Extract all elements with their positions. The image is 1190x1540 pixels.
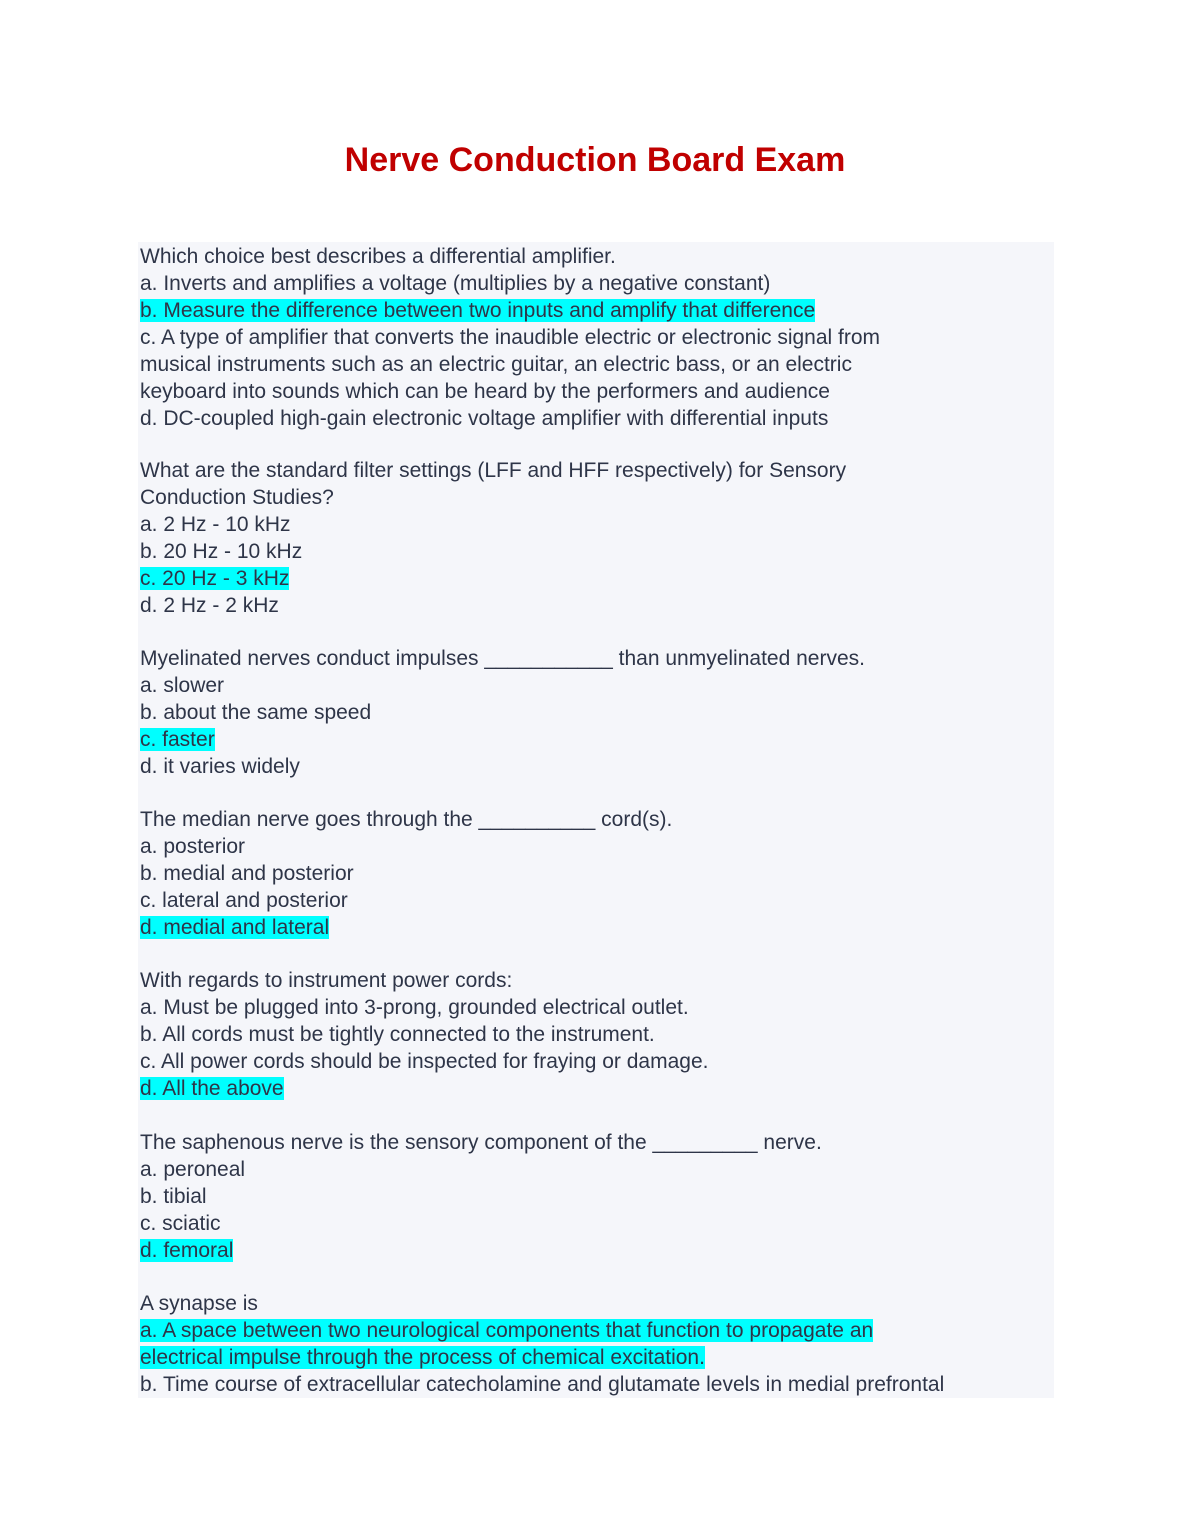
answer-option: c. sciatic [140, 1212, 221, 1235]
question-text: The median nerve goes through the __________ cord(s). [140, 808, 673, 831]
question-text-continuation: Conduction Studies? [140, 486, 334, 509]
correct-answer-highlight: d. medial and lateral [140, 916, 330, 939]
answer-option: d. it varies widely [140, 755, 300, 778]
correct-answer-highlight: d. femoral [140, 1239, 234, 1262]
answer-option: a. posterior [140, 835, 246, 858]
answer-option-continuation: musical instruments such as an electric guitar, an electric bass, or an electric [140, 353, 852, 376]
answer-option: a. peroneal [140, 1158, 246, 1181]
answer-option-continuation: keyboard into sounds which can be heard by the performers and audience [140, 380, 830, 403]
correct-answer-highlight: a. A space between two neurological components that function to propagate an [140, 1319, 874, 1342]
page-title: Nerve Conduction Board Exam [344, 141, 846, 179]
answer-option: b. medial and posterior [140, 862, 354, 885]
question-text: The saphenous nerve is the sensory component of the _________ nerve. [140, 1131, 822, 1154]
correct-answer-highlight: c. faster [140, 728, 215, 751]
question-block [140, 1290, 1040, 1398]
answer-option: d. 2 Hz - 2 kHz [140, 594, 279, 617]
answer-option: b. tibial [140, 1185, 207, 1208]
answer-option: c. A type of amplifier that converts the inaudible electric or electronic signal from [140, 326, 881, 349]
answer-option: b. about the same speed [140, 701, 372, 724]
question-text: What are the standard filter settings (LFF and HFF respectively) for Sensory [140, 459, 847, 482]
correct-answer-highlight: d. All the above [140, 1077, 284, 1100]
correct-answer-highlight: b. Measure the difference between two inputs and amplify that difference [140, 299, 816, 322]
answer-option: b. Time course of extracellular catecholamine and glutamate levels in medial prefrontal [140, 1373, 945, 1396]
answer-option: b. All cords must be tightly connected to the instrument. [140, 1023, 655, 1046]
answer-option: a. Inverts and amplifies a voltage (multiplies by a negative constant) [140, 272, 771, 295]
question-block [140, 806, 1040, 941]
answer-option: b. 20 Hz - 10 kHz [140, 540, 303, 563]
question-block [140, 967, 1040, 1102]
correct-answer-highlight: c. 20 Hz - 3 kHz [140, 567, 290, 590]
answer-option: a. slower [140, 674, 225, 697]
question-block [140, 243, 1040, 432]
answer-option: c. lateral and posterior [140, 889, 348, 912]
question-block [140, 1129, 1040, 1264]
correct-answer-highlight-continuation: electrical impulse through the process of chemical excitation. [140, 1346, 705, 1369]
question-text: Which choice best describes a differential amplifier. [140, 245, 616, 268]
question-text: A synapse is [140, 1292, 258, 1315]
question-block [140, 645, 1040, 780]
answer-option: a. Must be plugged into 3-prong, grounded electrical outlet. [140, 996, 689, 1019]
question-text: Myelinated nerves conduct impulses ___________ than unmyelinated nerves. [140, 647, 865, 670]
question-text: With regards to instrument power cords: [140, 969, 513, 992]
question-block [140, 457, 1040, 619]
answer-option: c. All power cords should be inspected for fraying or damage. [140, 1050, 709, 1073]
answer-option: d. DC-coupled high-gain electronic voltage amplifier with differential inputs [140, 407, 829, 430]
answer-option: a. 2 Hz - 10 kHz [140, 513, 291, 536]
